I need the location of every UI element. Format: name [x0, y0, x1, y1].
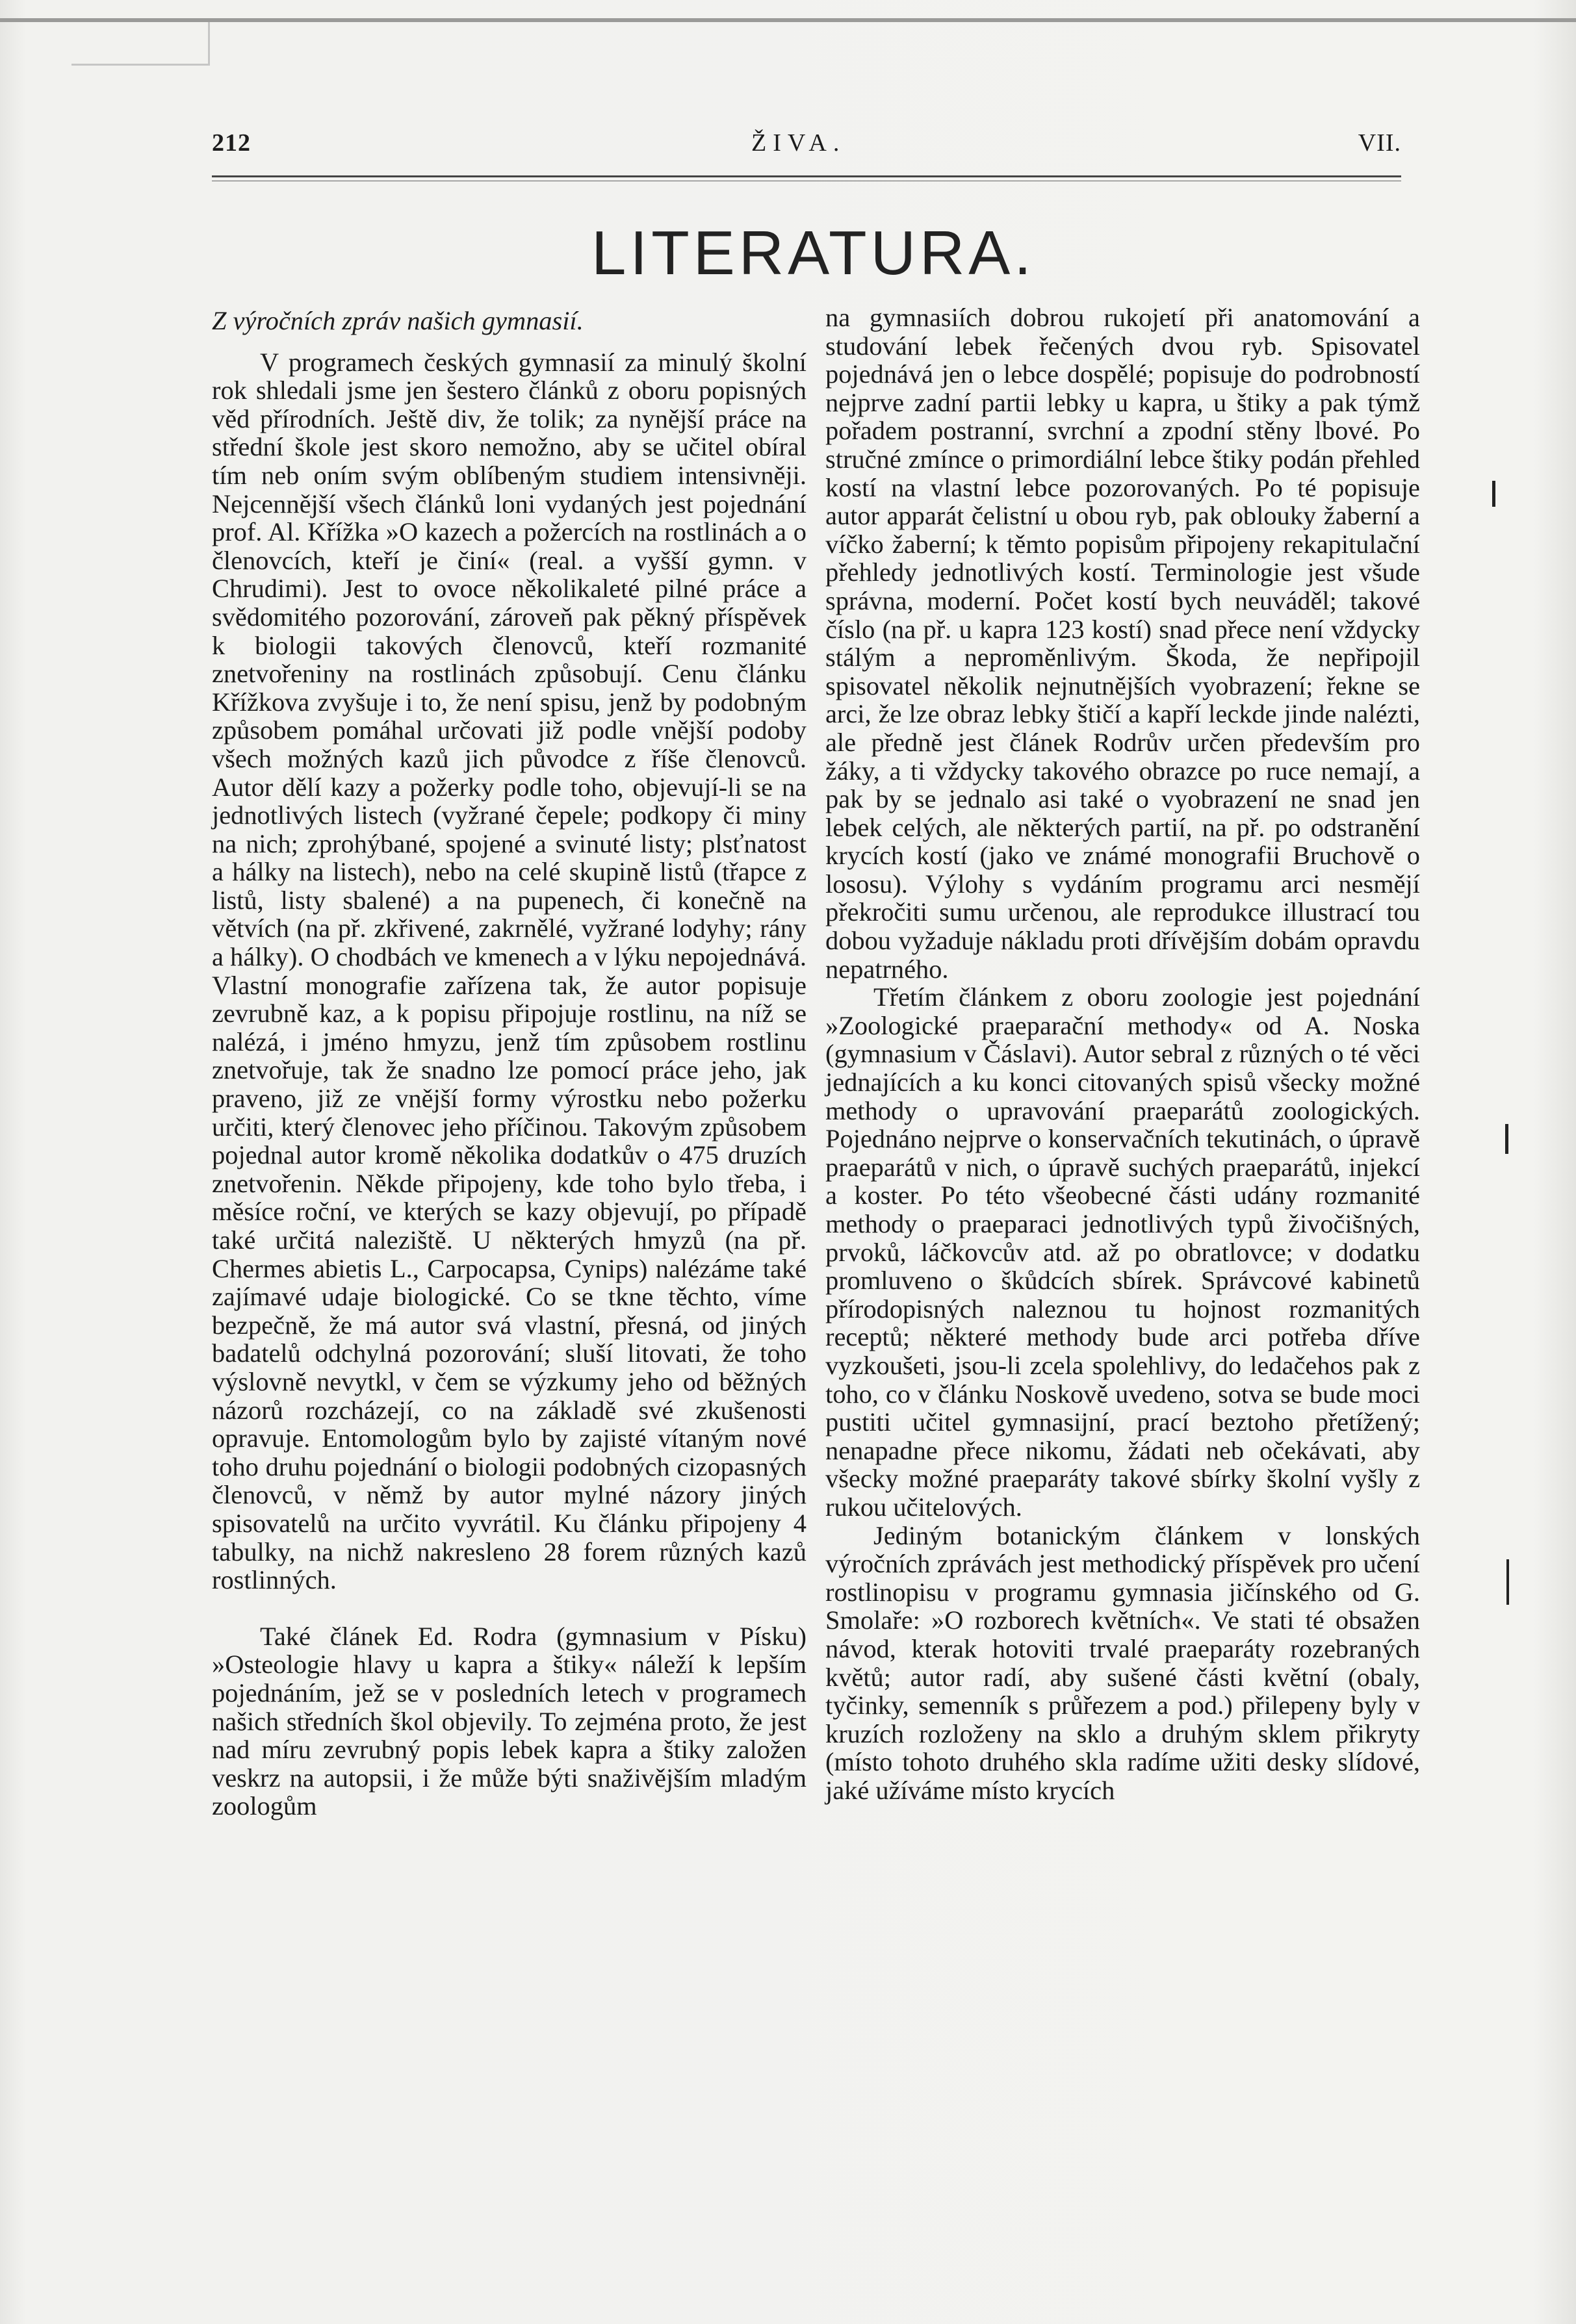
- journal-name: ŽIVA.: [751, 129, 846, 157]
- volume-number: VII.: [1358, 129, 1401, 157]
- subsection-heading: Z výročních zpráv našich gymnasií.: [212, 306, 584, 335]
- left-column: [212, 307, 807, 1820]
- scan-edge: [0, 18, 1576, 22]
- paragraph: V programech českých gymnasií za minulý školní rok shledali jsme jen šestero článků z oboru popisných věd přírodních. Ještě div, že tolik; za nynější práce na střední škole jest skoro nemožno, aby se učitel obíral tím neb oním svým oblíbeným studiem intensivněji. Nejcennější všech článků loni vydaných jest pojednání prof. Al. Křížka »O kazech a požercích na rostlinách a o členovcích, kteří je činí« (real. a vyšší gymn. v Chrudimi). Jest to ovoce několikaleté pilné práce a svědomitého pozorování, zároveň pak pěkný příspěvek k biologii takových členovců, kteří rozmanité znetvořeniny na rostlinách způsobují. Cenu článku Křížkova zvyšuje i to, že není spisu, jenž by podobným způsobem pomáhal určovati již podle vnější podoby všech možných kazů jich původce z říše členovců. Autor dělí kazy a požerky podle toho, objevují-li se na jednotlivých listech (vyžrané čepele; podkopy či miny na nich; zprohýbané, spojené a svinuté listy; plsťnatost a hálky na listech), nebo na celé skupině listů (třapce z listů, listy sbalené) a na pupenech, či konečně na větvích (na př. zkřivené, zakrnělé, vyžrané lodyhy; rány a hálky). O chodbách ve kmenech a v lýku nepojednává. Vlastní monografie zařízena tak, že autor popisuje zevrubně kaz, a k popisu připojuje rostlinu, na níž se nalézá, i jméno hmyzu, jenž tím způsobem rostlinu znetvořuje, tak že snadno lze pomocí práce jeho, jak praveno, již ze vnější formy výrostku nebo požerku určiti, který členovec jeho příčinou. Takovým způsobem pojednal autor kromě několika dodatkův o 475 druzích znetvořenin. Někde připojeny, kde toho bylo třeba, i měsíce roční, ve kterých se kazy objevují, po případě také určitá naleziště. U některých hmyzů (na př. Chermes abietis L., Carpocapsa, Cynips) nalézáme také zajímavé udaje biologické. Co se tkne těchto, víme bezpečně, že má autor svá vlastní, přesná, od jiných badatelů odchylná pozorování; sluší litovati, že toho výslovně nevytkl, v čem se výzkumy jeho od běžných názorů rozcházejí, co na základě své zkušenosti opravuje. Entomologům bylo by zajisté vítaným nové toho druhu pojednání o biologii podobných cizopasných členovců, v němž by autor mylné názory jiných spisovatelů na určito vyvrátil. Ku článku připojeny 4 tabulky, na nichž nakresleno 28 forem různých kazů rostlinných.: [212, 347, 807, 1595]
- header-rule: [212, 175, 1401, 177]
- paragraph: Také článek Ed. Rodra (gymnasium v Písku) »Osteologie hlavy u kapra a štiky« náleží k lepším pojednáním, jež se v posledních letech v programech našich středních škol objevily. To zejména proto, že jest nad míru zevrubný popis lebek kapra a štiky založen veskrz na autopsii, i že může býti snaživějším mladým zoologům: [212, 1621, 807, 1821]
- running-header: [212, 129, 1401, 168]
- paragraph: na gymnasiích dobrou rukojetí při anatomování a studování lebek řečených dvou ryb. Spisovatel pojednává jen o lebce dospělé; popisuje do podrobností nejprve zadní partii lebky u kapra, u štiky a pak týmž pořadem postranní, svrchní a zpodní stěny lbové. Po stručné zmínce o primordiální lebce štiky podán přehled kostí na vlastní lebce pozorovaných. Po té popisuje autor apparát čelistní u obou ryb, pak oblouky žaberní a víčko žaberní; k těmto popisům připojeny rekapitulační přehledy jednotlivých kostí. Terminologie jest všude správna, moderní. Počet kostí bych neuváděl; takové číslo (na př. u kapra 123 kostí) snad přece není vždycky stálým a neproměnlivým. Škoda, že nepřipojil spisovatel několik nejnutnějších vyobrazení; řekne se arci, že lze obraz lebky štičí a kapří leckde jinde nalézti, ale předně jest článek Rodrův určen především pro žáky, a ti vždycky takového obrazce po ruce nemají, a pak by se jednalo asi také o vyobrazení ne snad jen lebek celých, ale některých partií, na př. po odstranění krycích kostí (jako ve známé monografii Bruchově o lososu). Výlohy s vydáním programu arci nesmějí překročiti sumu určenou, ale reprodukce illustrací tou dobou vyžaduje nákladu proti dřívějším dobám opravdu nepatrného.: [825, 303, 1420, 984]
- margin-mark: [1505, 1124, 1508, 1154]
- right-column: [825, 303, 1420, 1804]
- margin-mark: [1506, 1559, 1509, 1605]
- paragraph: Jediným botanickým článkem v lonských výročních zprávách jest methodický příspěvek pro učení rostlinopisu v programu gymnasia jičínského od G. Smolaře: »O rozborech květních«. Ve stati té obsažen návod, kterak hotoviti trvalé praeparáty rozebraných květů; autor radí, aby sušené části květní (obaly, tyčinky, semenník s průřezem a pod.) přilepeny byly v kruzích rozloženy na sklo a druhým sklem přikryty (místo tohoto druhého skla radíme užiti desky slídové, jaké užíváme místo krycích: [825, 1520, 1420, 1805]
- section-title: LITERATURA.: [591, 218, 1035, 288]
- margin-mark: [1492, 481, 1495, 507]
- paper-tear: [71, 22, 210, 66]
- paragraph: Třetím článkem z oboru zoologie jest pojednání »Zoologické praeparační methody« od A. Noska (gymnasium v Čáslavi). Autor sebral z různých o té věci jednajících a ku konci citovaných spisů všecky možné methody o upravování praeparátů zoologických. Pojednáno nejprve o konservačních tekutinách, o úpravě praeparátů v nich, o úpravě suchých praeparátů, injekcí a koster. Po této všeobecné části udány rozmanité methody o praeparaci jednotlivých typů živočišných, prvoků, láčkovcův atd. až po obratlovce; v dodatku promluveno o škůdcích sbírek. Správcové kabinetů přírodopisných naleznou tu hojnost rozmanitých receptů; některé methody bude arci potřeba dříve vyzkoušeti, jsou-li zcela spolehlivy, do ledačehos pak z toho, co v článku Noskově uvedeno, sotva se bude moci pustiti učitel gymnasijní, prací beztoho přetížený; nenapadne přece nikomu, žádati neb očekávati, aby všecky možné praeparáty takové sbírky školní vyšly z rukou učitelových.: [825, 982, 1420, 1522]
- page-number: 212: [212, 129, 251, 157]
